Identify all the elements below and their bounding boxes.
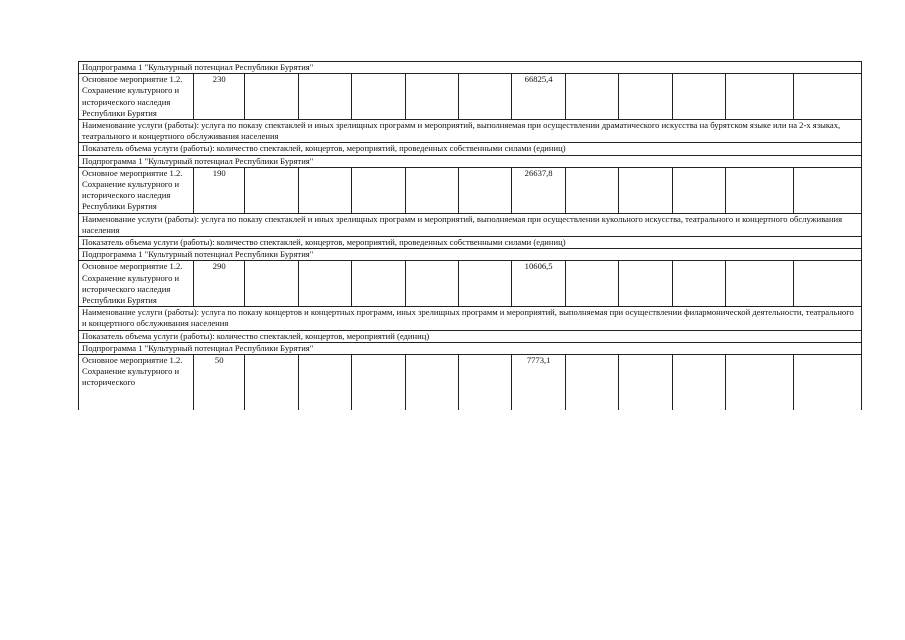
activity-row xyxy=(79,74,862,120)
indicator-name: Показатель объема услуги (работы): количество спектаклей, концертов, мероприятий, проведенных собственными силами (единиц) xyxy=(79,237,862,249)
volume-value: 50 xyxy=(194,355,245,411)
budget-table xyxy=(78,61,862,410)
volume-value: 230 xyxy=(194,74,245,120)
indicator-row xyxy=(79,330,862,342)
subprogram-title: Подпрограмма 1 "Культурный потенциал Республики Бурятия" xyxy=(79,342,862,354)
funding-value: 7773,1 xyxy=(512,355,565,411)
funding-value: 10606,5 xyxy=(512,261,565,307)
activity-name: Основное мероприятие 1.2. Сохранение культурного и исторического xyxy=(82,355,183,388)
service-name: Наименование услуги (работы): услуга по показу спектаклей и иных зрелищных программ и мероприятий, выполняемая при осуществлении кукольного искусства, театрального и концертного обслуживания населения xyxy=(79,213,862,236)
subprogram-title: Подпрограмма 1 "Культурный потенциал Республики Бурятия" xyxy=(79,155,862,167)
funding-value: 26637,8 xyxy=(512,167,565,213)
subprogram-row xyxy=(79,62,862,74)
activity-row xyxy=(79,355,862,411)
subprogram-row xyxy=(79,249,862,261)
activity-row xyxy=(79,167,862,213)
activity-row xyxy=(79,261,862,307)
indicator-row xyxy=(79,143,862,155)
service-name: Наименование услуги (работы): услуга по показу концертов и концертных программ, иных зрелищных программ и мероприятий, выполняемая при осуществлении филармонической деятельности, театрального и концертного обслуживания населения xyxy=(79,307,862,330)
activity-name: Основное мероприятие 1.2. Сохранение культурного и исторического наследия Республики Бурятия xyxy=(79,261,194,307)
service-name: Наименование услуги (работы): услуга по показу спектаклей и иных зрелищных программ и мероприятий, выполняемая при осуществлении драматического искусства на бурятском языке или на 2-х языках, театрального и концертного обслуживания населения xyxy=(79,120,862,143)
indicator-row xyxy=(79,237,862,249)
activity-name: Основное мероприятие 1.2. Сохранение культурного и исторического наследия Республики Бурятия xyxy=(79,167,194,213)
activity-name: Основное мероприятие 1.2. Сохранение культурного и исторического наследия Республики Бурятия xyxy=(79,74,194,120)
indicator-name: Показатель объема услуги (работы): количество спектаклей, концертов, мероприятий, проведенных собственными силами (единиц) xyxy=(79,143,862,155)
subprogram-row xyxy=(79,342,862,354)
service-row xyxy=(79,120,862,143)
funding-value: 66825,4 xyxy=(512,74,565,120)
indicator-name: Показатель объема услуги (работы): количество спектаклей, концертов, мероприятий (единиц) xyxy=(79,330,862,342)
volume-value: 190 xyxy=(194,167,245,213)
subprogram-title: Подпрограмма 1 "Культурный потенциал Республики Бурятия" xyxy=(79,249,862,261)
service-row xyxy=(79,307,862,330)
service-row xyxy=(79,213,862,236)
subprogram-title: Подпрограмма 1 "Культурный потенциал Республики Бурятия" xyxy=(79,62,862,74)
volume-value: 290 xyxy=(194,261,245,307)
subprogram-row xyxy=(79,155,862,167)
